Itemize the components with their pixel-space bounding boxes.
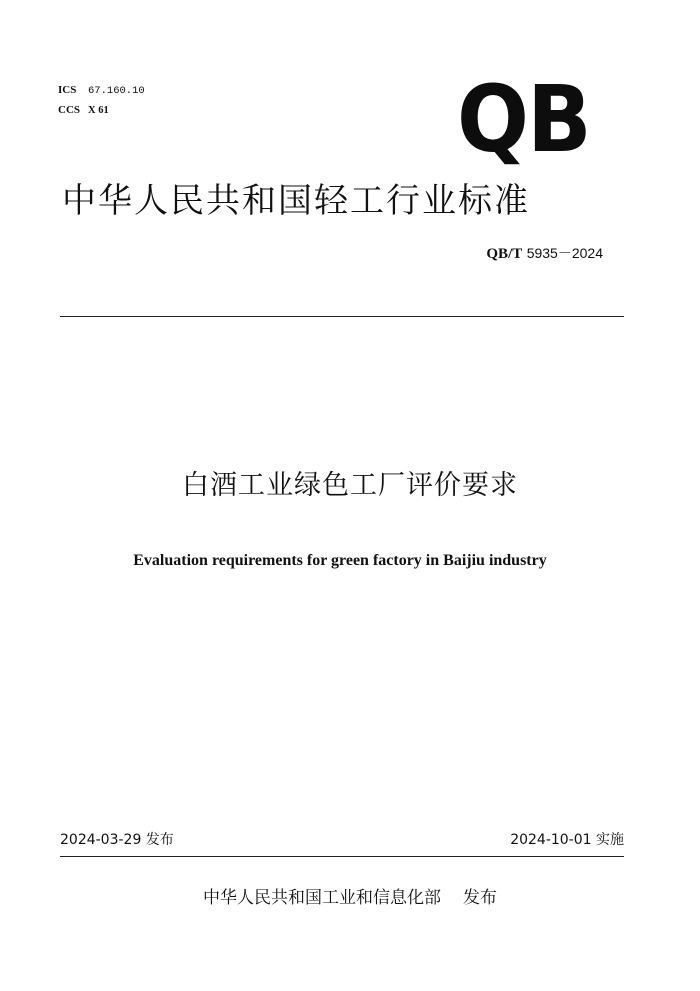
ccs-value: X 61 (88, 105, 109, 116)
implementation-date: 2024-10-01 实施 (510, 832, 624, 848)
standard-category-title: 中华人民共和国轻工行业标准 (62, 181, 530, 221)
ics-classification (58, 83, 145, 98)
document-title-english: Evaluation requirements for green factory in Baijiu industry (133, 552, 547, 569)
ics-value: 67.160.10 (88, 85, 145, 97)
standard-code-prefix: QB/T (486, 246, 523, 262)
ccs-label: CCS (58, 104, 81, 116)
document-title-chinese: 白酒工业绿色工厂评价要求 (182, 470, 518, 501)
issue-date: 2024-03-29 发布 (60, 832, 174, 848)
qb-logo: QB (457, 66, 590, 173)
issuer-action: 发布 (463, 888, 497, 908)
top-divider (60, 316, 624, 317)
ccs-classification (58, 103, 109, 118)
standard-code (486, 244, 603, 263)
issuing-authority (0, 887, 700, 909)
ics-label: ICS (58, 84, 77, 96)
standard-code-number: 5935－2024 (526, 245, 603, 261)
issuer-name: 中华人民共和国工业和信息化部 (203, 888, 441, 908)
bottom-divider (60, 856, 624, 857)
